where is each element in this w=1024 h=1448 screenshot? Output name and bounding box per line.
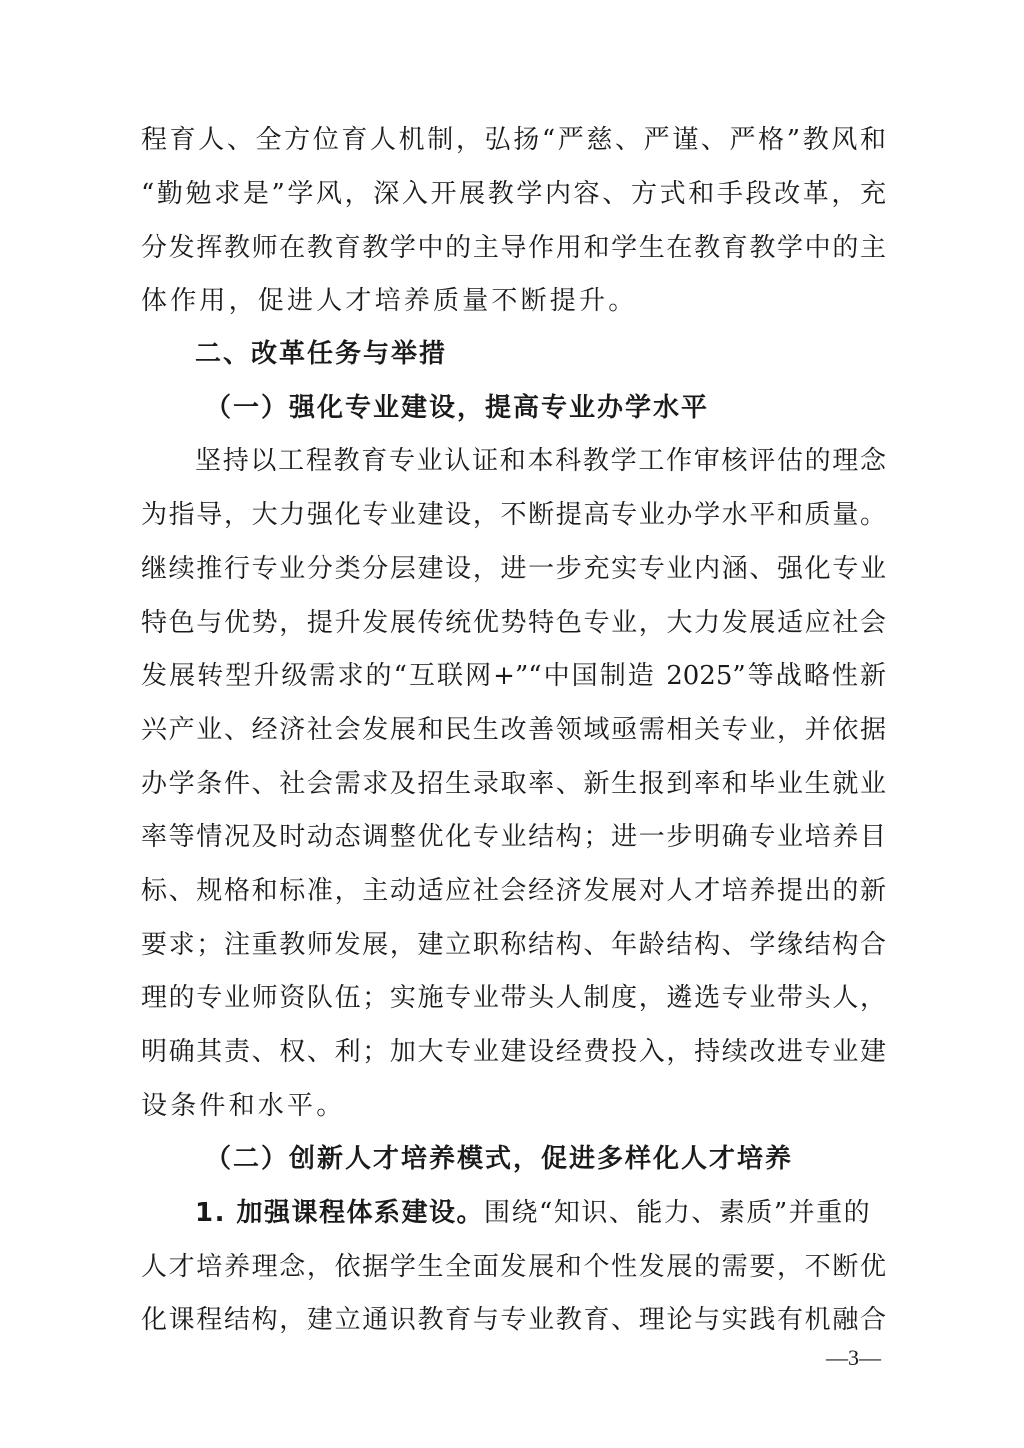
body-text-line: 理的专业师资队伍；实施专业带头人制度，遴选专业带头人，: [141, 983, 886, 1013]
subsection-heading: （一）强化专业建设，提高专业办学水平: [205, 393, 710, 423]
body-text-line: 继续推行专业分类分层建设，进一步充实专业内涵、强化专业: [141, 554, 886, 584]
body-text-line: 分发挥教师在教育教学中的主导作用和学生在教育教学中的主: [141, 233, 886, 263]
body-text-line: 为指导，大力强化专业建设，不断提高专业办学水平和质量。: [141, 500, 886, 530]
body-text-line: 发展转型升级需求的“互联网+”“中国制造 2025”等战略性新: [141, 661, 886, 691]
list-item-first-line: [195, 1193, 886, 1233]
body-text-line: “勤勉求是”学风，深入开展教学内容、方式和手段改革，充: [141, 179, 886, 209]
body-text-line: 人才培养理念，依据学生全面发展和个性发展的需要，不断优: [141, 1252, 886, 1282]
subsection-heading: （二）创新人才培养模式，促进多样化人才培养: [205, 1144, 794, 1174]
body-text-line: 率等情况及时动态调整优化专业结构；进一步明确专业培养目: [141, 822, 886, 852]
body-text-line: 设条件和水平。: [141, 1091, 346, 1121]
body-text-line: 体作用，促进人才培养质量不断提升。: [141, 286, 638, 316]
body-text-line: 化课程结构，建立通识教育与专业教育、理论与实践有机融合: [141, 1305, 886, 1335]
section-heading: 二、改革任务与举措: [195, 339, 448, 369]
body-text-line: 标、规格和标准，主动适应社会经济发展对人才培养提出的新: [141, 876, 886, 906]
body-text-line: 明确其责、权、利；加大专业建设经费投入，持续改进专业建: [141, 1037, 886, 1067]
body-text-line: 坚持以工程教育专业认证和本科教学工作审核评估的理念: [195, 446, 886, 476]
body-text-line: 兴产业、经济社会发展和民生改善领域亟需相关专业，并依据: [141, 715, 886, 745]
body-text-line: 办学条件、社会需求及招生录取率、新生报到率和毕业生就业: [141, 769, 886, 799]
body-text-line: 要求；注重教师发展，建立职称结构、年龄结构、学缘结构合: [141, 930, 886, 960]
body-text-line: 特色与优势，提升发展传统优势特色专业，大力发展适应社会: [141, 608, 886, 638]
item-text: 围绕“知识、能力、素质”并重的: [484, 1198, 872, 1228]
body-text-line: 程育人、全方位育人机制，弘扬“严慈、严谨、严格”教风和: [141, 125, 886, 155]
item-title: 1. 加强课程体系建设。: [195, 1198, 485, 1228]
page-number: —3—: [826, 1345, 881, 1370]
